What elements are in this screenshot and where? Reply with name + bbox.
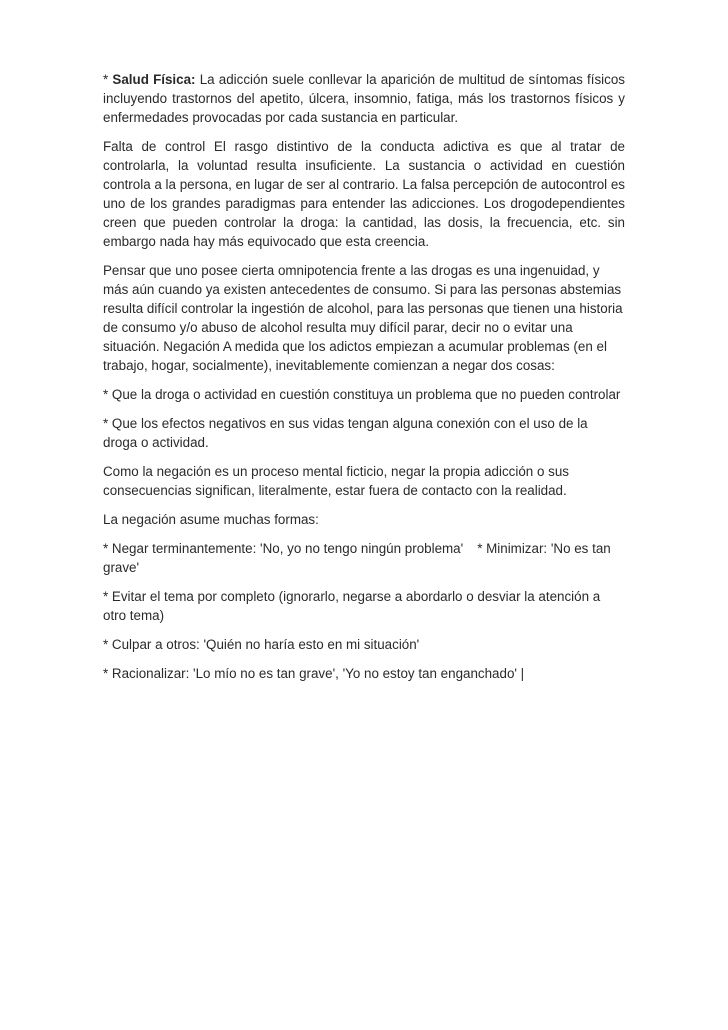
list-item-minimizar: * Minimizar: 'No es tan grave' bbox=[103, 541, 611, 575]
list-item-negar-minimizar bbox=[103, 539, 625, 577]
list-item-evitar: * Evitar el tema por completo (ignorarlo, negarse a abordarlo o desviar la atención a otro tema) bbox=[103, 589, 601, 623]
list-item-racionalizar: * Racionalizar: 'Lo mío no es tan grave', 'Yo no estoy tan enganchado' | bbox=[103, 666, 525, 681]
paragraph-formas: La negación asume muchas formas: bbox=[103, 512, 319, 527]
paragraph-text: La adicción suele conllevar la aparición de multitud de síntomas físicos incluyendo trastornos del apetito, úlcera, insomnio, fatiga, más los trastornos físicos y enfermedades provocadas por cada sustancia en particular. bbox=[103, 72, 625, 125]
list-item-culpar: * Culpar a otros: 'Quién no haría esto en mi situación' bbox=[103, 637, 420, 652]
list-item-negar: * Negar terminantemente: 'No, yo no tengo ningún problema' bbox=[103, 541, 464, 556]
heading-salud-fisica: Salud Física: bbox=[112, 72, 196, 87]
list-item-efectos: * Que los efectos negativos en sus vidas tengan alguna conexión con el uso de la droga o actividad. bbox=[103, 416, 588, 450]
paragraph-omnipotencia: Pensar que uno posee cierta omnipotencia frente a las drogas es una ingenuidad, y más aún cuando ya existen antecedentes de consumo. Si para las personas abstemias resulta difícil controlar la ingestión de alcohol, para las personas que tienen una historia de consumo y/o abuso de alcohol resulta muy difícil parar, decir no o evitar una situación. Negación A medida que los adictos empiezan a acumular problemas (en el trabajo, hogar, socialmente), inevitablemente comienzan a negar dos cosas: bbox=[103, 263, 623, 373]
list-item-problema: * Que la droga o actividad en cuestión constituya un problema que no pueden controlar bbox=[103, 387, 621, 402]
bullet-prefix: * bbox=[103, 72, 113, 87]
paragraph-salud-fisica bbox=[103, 70, 625, 127]
document-body bbox=[103, 70, 625, 693]
paragraph-negacion: Como la negación es un proceso mental ficticio, negar la propia adicción o sus consecuencias significan, literalmente, estar fuera de contacto con la realidad. bbox=[103, 464, 569, 498]
paragraph-falta-de-control: Falta de control El rasgo distintivo de la conducta adictiva es que al tratar de controlarla, la voluntad resulta insuficiente. La sustancia o actividad en cuestión controla a la persona, en lugar de ser al contrario. La falsa percepción de autocontrol es uno de los grandes paradigmas para entender las adicciones. Los drogodependientes creen que pueden controlar la droga: la cantidad, las dosis, la frecuencia, etc. sin embargo nada hay más equivocado que esta creencia. bbox=[103, 139, 625, 249]
